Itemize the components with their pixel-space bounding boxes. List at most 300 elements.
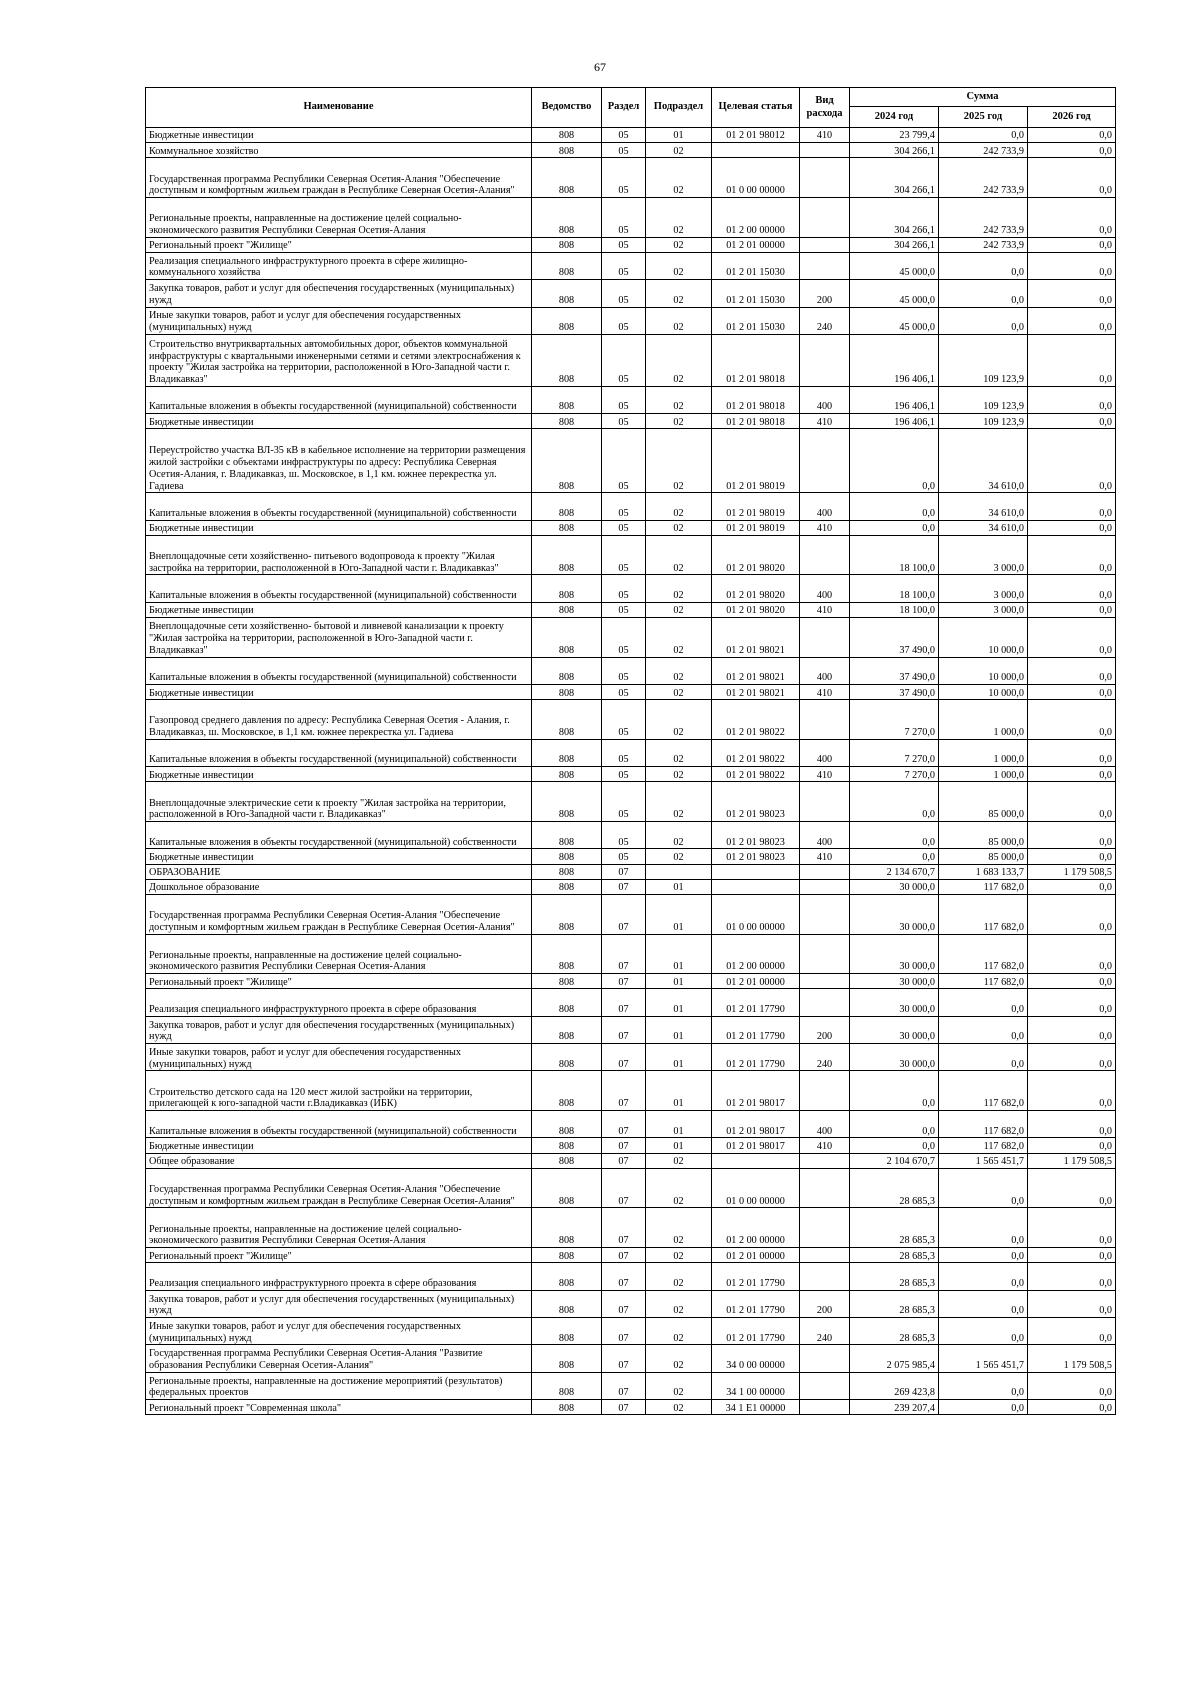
cell-sum-2026: 0,0 [1028, 1263, 1116, 1290]
table-row [146, 974, 1116, 989]
cell-sum-2025: 0,0 [939, 1372, 1028, 1399]
cell-subsection: 02 [646, 1318, 712, 1345]
cell-target-article: 01 0 00 00000 [712, 894, 800, 934]
cell-sum-2024: 0,0 [850, 1138, 939, 1153]
cell-subsection: 02 [646, 1290, 712, 1317]
cell-target-article: 01 2 01 98022 [712, 739, 800, 766]
cell-sum-2024: 304 266,1 [850, 158, 939, 198]
cell-name: Бюджетные инвестиции [146, 685, 532, 700]
cell-sum-2026: 1 179 508,5 [1028, 1153, 1116, 1168]
cell-department: 808 [532, 821, 602, 848]
cell-subsection: 02 [646, 143, 712, 158]
cell-sum-2025: 117 682,0 [939, 879, 1028, 894]
cell-sum-2025: 0,0 [939, 252, 1028, 279]
cell-subsection: 01 [646, 974, 712, 989]
cell-section: 05 [602, 386, 646, 413]
cell-expense-type [800, 143, 850, 158]
cell-section: 05 [602, 280, 646, 307]
cell-section: 07 [602, 989, 646, 1016]
cell-subsection: 02 [646, 520, 712, 535]
cell-sum-2025: 85 000,0 [939, 782, 1028, 822]
cell-expense-type [800, 1071, 850, 1111]
cell-subsection: 02 [646, 821, 712, 848]
cell-section: 05 [602, 252, 646, 279]
cell-subsection [646, 864, 712, 879]
cell-sum-2024: 37 490,0 [850, 685, 939, 700]
cell-section: 05 [602, 767, 646, 782]
cell-name: Государственная программа Республики Северная Осетия-Алания "Обеспечение доступным и комфортным жильем граждан в Республике Северная Осетия-Алания" [146, 158, 532, 198]
cell-expense-type: 400 [800, 739, 850, 766]
cell-sum-2025: 109 123,9 [939, 334, 1028, 386]
cell-expense-type: 200 [800, 1016, 850, 1043]
table-row [146, 307, 1116, 334]
cell-name: Капитальные вложения в объекты государственной (муниципальной) собственности [146, 657, 532, 684]
table-row [146, 989, 1116, 1016]
cell-subsection: 02 [646, 197, 712, 237]
cell-sum-2026: 0,0 [1028, 1208, 1116, 1248]
cell-subsection: 02 [646, 657, 712, 684]
cell-sum-2026: 0,0 [1028, 685, 1116, 700]
cell-sum-2024: 28 685,3 [850, 1318, 939, 1345]
cell-department: 808 [532, 1318, 602, 1345]
cell-name: Иные закупки товаров, работ и услуг для обеспечения государственных (муниципальных) нужд [146, 307, 532, 334]
cell-sum-2026: 0,0 [1028, 849, 1116, 864]
cell-target-article: 34 1 E1 00000 [712, 1400, 800, 1415]
cell-subsection: 01 [646, 879, 712, 894]
cell-target-article: 01 2 00 00000 [712, 197, 800, 237]
cell-section: 05 [602, 429, 646, 493]
table-row [146, 237, 1116, 252]
header-expense-type: Вид расхода [800, 88, 850, 128]
cell-sum-2024: 304 266,1 [850, 237, 939, 252]
cell-name: Иные закупки товаров, работ и услуг для обеспечения государственных (муниципальных) нужд [146, 1044, 532, 1071]
cell-target-article [712, 879, 800, 894]
cell-expense-type [800, 1345, 850, 1372]
cell-sum-2026: 0,0 [1028, 767, 1116, 782]
cell-department: 808 [532, 1138, 602, 1153]
cell-name: Региональный проект "Жилище" [146, 974, 532, 989]
cell-sum-2025: 34 610,0 [939, 493, 1028, 520]
cell-subsection: 02 [646, 493, 712, 520]
cell-sum-2024: 30 000,0 [850, 1016, 939, 1043]
cell-section: 07 [602, 1016, 646, 1043]
cell-sum-2025: 117 682,0 [939, 974, 1028, 989]
cell-name: Капитальные вложения в объекты государственной (муниципальной) собственности [146, 1111, 532, 1138]
cell-section: 05 [602, 849, 646, 864]
cell-sum-2025: 117 682,0 [939, 934, 1028, 974]
cell-target-article: 01 2 01 98017 [712, 1111, 800, 1138]
cell-section: 07 [602, 1168, 646, 1208]
cell-sum-2026: 0,0 [1028, 894, 1116, 934]
cell-subsection: 02 [646, 1345, 712, 1372]
cell-sum-2024: 2 134 670,7 [850, 864, 939, 879]
cell-department: 808 [532, 864, 602, 879]
cell-sum-2026: 0,0 [1028, 493, 1116, 520]
table-row [146, 767, 1116, 782]
cell-name: Бюджетные инвестиции [146, 414, 532, 429]
cell-department: 808 [532, 1044, 602, 1071]
cell-target-article: 34 1 00 00000 [712, 1372, 800, 1399]
cell-expense-type [800, 334, 850, 386]
cell-expense-type [800, 700, 850, 740]
cell-sum-2025: 85 000,0 [939, 849, 1028, 864]
cell-section: 07 [602, 1263, 646, 1290]
cell-section: 07 [602, 1372, 646, 1399]
cell-sum-2026: 0,0 [1028, 334, 1116, 386]
table-row [146, 782, 1116, 822]
cell-sum-2025: 242 733,9 [939, 158, 1028, 198]
cell-sum-2025: 0,0 [939, 1400, 1028, 1415]
cell-sum-2024: 28 685,3 [850, 1263, 939, 1290]
cell-expense-type [800, 197, 850, 237]
cell-name: Региональный проект "Жилище" [146, 237, 532, 252]
cell-expense-type: 200 [800, 1290, 850, 1317]
cell-sum-2026: 0,0 [1028, 197, 1116, 237]
table-row [146, 535, 1116, 575]
table-row [146, 1400, 1116, 1415]
cell-sum-2025: 3 000,0 [939, 602, 1028, 617]
cell-department: 808 [532, 1153, 602, 1168]
table-row [146, 1263, 1116, 1290]
cell-subsection: 02 [646, 685, 712, 700]
cell-department: 808 [532, 685, 602, 700]
cell-subsection: 02 [646, 782, 712, 822]
table-body [146, 128, 1116, 1415]
cell-subsection: 01 [646, 1071, 712, 1111]
cell-target-article: 01 2 00 00000 [712, 1208, 800, 1248]
cell-department: 808 [532, 493, 602, 520]
cell-subsection: 01 [646, 1111, 712, 1138]
cell-sum-2025: 0,0 [939, 128, 1028, 143]
cell-sum-2025: 0,0 [939, 1168, 1028, 1208]
table-row [146, 657, 1116, 684]
cell-department: 808 [532, 782, 602, 822]
cell-name: Закупка товаров, работ и услуг для обеспечения государственных (муниципальных) нужд [146, 280, 532, 307]
cell-expense-type: 400 [800, 821, 850, 848]
cell-section: 05 [602, 197, 646, 237]
cell-section: 07 [602, 1290, 646, 1317]
cell-sum-2026: 0,0 [1028, 280, 1116, 307]
cell-subsection: 01 [646, 894, 712, 934]
cell-name: Общее образование [146, 1153, 532, 1168]
table-row [146, 700, 1116, 740]
cell-sum-2024: 7 270,0 [850, 767, 939, 782]
cell-sum-2025: 10 000,0 [939, 618, 1028, 658]
cell-sum-2026: 0,0 [1028, 1044, 1116, 1071]
cell-target-article: 01 2 01 98021 [712, 657, 800, 684]
cell-name: Закупка товаров, работ и услуг для обеспечения государственных (муниципальных) нужд [146, 1016, 532, 1043]
cell-name: Капитальные вложения в объекты государственной (муниципальной) собственности [146, 386, 532, 413]
cell-department: 808 [532, 307, 602, 334]
cell-sum-2024: 0,0 [850, 493, 939, 520]
cell-sum-2025: 0,0 [939, 280, 1028, 307]
cell-sum-2026: 0,0 [1028, 1248, 1116, 1263]
cell-sum-2026: 1 179 508,5 [1028, 1345, 1116, 1372]
cell-sum-2025: 0,0 [939, 1208, 1028, 1248]
cell-name: Бюджетные инвестиции [146, 1138, 532, 1153]
table-row [146, 849, 1116, 864]
cell-section: 07 [602, 1318, 646, 1345]
cell-sum-2024: 304 266,1 [850, 143, 939, 158]
table-row [146, 1071, 1116, 1111]
cell-expense-type [800, 989, 850, 1016]
cell-target-article: 01 0 00 00000 [712, 1168, 800, 1208]
cell-expense-type [800, 1208, 850, 1248]
cell-sum-2025: 242 733,9 [939, 143, 1028, 158]
table-row [146, 414, 1116, 429]
cell-expense-type [800, 252, 850, 279]
cell-target-article: 01 2 01 98018 [712, 334, 800, 386]
cell-sum-2024: 0,0 [850, 821, 939, 848]
table-row [146, 894, 1116, 934]
cell-name: Внеплощадочные сети хозяйственно- бытовой и ливневой канализации к проекту "Жилая застройка на территории, расположенной в Юго-Западной части г. Владикавказ" [146, 618, 532, 658]
cell-subsection: 02 [646, 386, 712, 413]
cell-expense-type [800, 974, 850, 989]
cell-sum-2025: 0,0 [939, 1290, 1028, 1317]
cell-section: 07 [602, 1153, 646, 1168]
cell-target-article: 01 2 01 15030 [712, 280, 800, 307]
cell-sum-2024: 239 207,4 [850, 1400, 939, 1415]
cell-department: 808 [532, 657, 602, 684]
cell-sum-2024: 2 104 670,7 [850, 1153, 939, 1168]
cell-sum-2026: 0,0 [1028, 879, 1116, 894]
cell-name: Региональные проекты, направленные на достижение целей социально-экономического развития Республики Северная Осетия-Алания [146, 1208, 532, 1248]
table-row [146, 602, 1116, 617]
cell-sum-2026: 0,0 [1028, 1016, 1116, 1043]
cell-subsection: 02 [646, 280, 712, 307]
budget-table [145, 87, 1116, 1415]
cell-sum-2026: 0,0 [1028, 1111, 1116, 1138]
cell-sum-2026: 1 179 508,5 [1028, 864, 1116, 879]
cell-name: Внеплощадочные сети хозяйственно- питьевого водопровода к проекту "Жилая застройка на территории, расположенной в Юго-Западной части г. Владикавказ" [146, 535, 532, 575]
cell-expense-type: 410 [800, 128, 850, 143]
table-row [146, 386, 1116, 413]
cell-department: 808 [532, 849, 602, 864]
cell-name: Региональный проект "Жилище" [146, 1248, 532, 1263]
cell-name: Переустройство участка ВЛ-35 кВ в кабельное исполнение на территории размещения жилой застройки с объектами инфраструктуры по адресу: Республика Северная Осетия-Алания, г. Владикавказ, ш. Московское, в 1,1 км. южнее перекрестка ул. Гадиева [146, 429, 532, 493]
cell-sum-2026: 0,0 [1028, 602, 1116, 617]
cell-sum-2024: 30 000,0 [850, 879, 939, 894]
cell-sum-2024: 37 490,0 [850, 618, 939, 658]
table-header [146, 88, 1116, 128]
cell-section: 07 [602, 974, 646, 989]
cell-department: 808 [532, 1111, 602, 1138]
cell-expense-type [800, 1153, 850, 1168]
cell-subsection: 02 [646, 767, 712, 782]
cell-section: 07 [602, 1248, 646, 1263]
cell-expense-type [800, 618, 850, 658]
cell-sum-2026: 0,0 [1028, 974, 1116, 989]
cell-subsection: 02 [646, 252, 712, 279]
table-row [146, 1138, 1116, 1153]
cell-sum-2024: 269 423,8 [850, 1372, 939, 1399]
table-row [146, 429, 1116, 493]
table-row [146, 280, 1116, 307]
cell-sum-2026: 0,0 [1028, 618, 1116, 658]
table-row [146, 864, 1116, 879]
cell-name: Реализация специального инфраструктурного проекта в сфере образования [146, 1263, 532, 1290]
table-row [146, 197, 1116, 237]
cell-department: 808 [532, 1263, 602, 1290]
cell-expense-type: 410 [800, 767, 850, 782]
cell-subsection: 02 [646, 739, 712, 766]
cell-sum-2026: 0,0 [1028, 143, 1116, 158]
cell-subsection: 02 [646, 535, 712, 575]
cell-section: 05 [602, 158, 646, 198]
cell-sum-2026: 0,0 [1028, 252, 1116, 279]
cell-sum-2025: 0,0 [939, 1318, 1028, 1345]
cell-department: 808 [532, 386, 602, 413]
cell-department: 808 [532, 1016, 602, 1043]
cell-name: Газопровод среднего давления по адресу: Республика Северная Осетия - Алания, г. Владикавказ, ш. Московское, в 1,1 км. южнее перекрестка ул. Гадиева [146, 700, 532, 740]
cell-sum-2024: 18 100,0 [850, 535, 939, 575]
cell-name: Региональные проекты, направленные на достижение целей социально-экономического развития Республики Северная Осетия-Алания [146, 197, 532, 237]
cell-target-article: 01 2 01 17790 [712, 1044, 800, 1071]
cell-expense-type [800, 1400, 850, 1415]
cell-section: 07 [602, 879, 646, 894]
cell-section: 05 [602, 700, 646, 740]
cell-sum-2025: 0,0 [939, 989, 1028, 1016]
cell-sum-2026: 0,0 [1028, 1400, 1116, 1415]
cell-sum-2025: 1 683 133,7 [939, 864, 1028, 879]
cell-sum-2026: 0,0 [1028, 657, 1116, 684]
cell-expense-type [800, 429, 850, 493]
cell-sum-2025: 1 565 451,7 [939, 1153, 1028, 1168]
cell-subsection: 02 [646, 334, 712, 386]
cell-expense-type: 200 [800, 280, 850, 307]
cell-name: Государственная программа Республики Северная Осетия-Алания "Развитие образования Республики Северная Осетия-Алания" [146, 1345, 532, 1372]
cell-sum-2025: 109 123,9 [939, 414, 1028, 429]
page-number: 67 [594, 60, 606, 74]
cell-sum-2025: 1 565 451,7 [939, 1345, 1028, 1372]
cell-name: Капитальные вложения в объекты государственной (муниципальной) собственности [146, 493, 532, 520]
cell-sum-2025: 34 610,0 [939, 429, 1028, 493]
cell-sum-2026: 0,0 [1028, 575, 1116, 602]
cell-section: 07 [602, 894, 646, 934]
cell-sum-2025: 10 000,0 [939, 657, 1028, 684]
cell-sum-2025: 117 682,0 [939, 1111, 1028, 1138]
cell-subsection: 02 [646, 237, 712, 252]
cell-target-article: 01 2 01 98019 [712, 429, 800, 493]
cell-sum-2026: 0,0 [1028, 307, 1116, 334]
cell-expense-type [800, 934, 850, 974]
cell-department: 808 [532, 602, 602, 617]
cell-name: Бюджетные инвестиции [146, 520, 532, 535]
cell-department: 808 [532, 575, 602, 602]
cell-name: Государственная программа Республики Северная Осетия-Алания "Обеспечение доступным и комфортным жильем граждан в Республике Северная Осетия-Алания" [146, 894, 532, 934]
cell-sum-2025: 1 000,0 [939, 700, 1028, 740]
cell-sum-2026: 0,0 [1028, 821, 1116, 848]
cell-subsection: 02 [646, 602, 712, 617]
cell-target-article: 01 2 01 98019 [712, 520, 800, 535]
cell-target-article [712, 143, 800, 158]
cell-target-article: 01 2 01 17790 [712, 1318, 800, 1345]
table-row [146, 1016, 1116, 1043]
cell-sum-2026: 0,0 [1028, 520, 1116, 535]
cell-sum-2025: 1 000,0 [939, 767, 1028, 782]
table-row [146, 252, 1116, 279]
cell-department: 808 [532, 700, 602, 740]
table-row [146, 520, 1116, 535]
cell-subsection: 01 [646, 1016, 712, 1043]
cell-section: 07 [602, 1071, 646, 1111]
table-row [146, 1372, 1116, 1399]
cell-subsection: 02 [646, 849, 712, 864]
cell-section: 05 [602, 535, 646, 575]
cell-sum-2024: 0,0 [850, 1111, 939, 1138]
cell-target-article: 01 2 00 00000 [712, 934, 800, 974]
cell-section: 07 [602, 1044, 646, 1071]
cell-subsection: 02 [646, 1372, 712, 1399]
cell-name: Иные закупки товаров, работ и услуг для обеспечения государственных (муниципальных) нужд [146, 1318, 532, 1345]
cell-target-article: 01 2 01 98020 [712, 602, 800, 617]
cell-sum-2025: 34 610,0 [939, 520, 1028, 535]
cell-name: Бюджетные инвестиции [146, 767, 532, 782]
cell-sum-2024: 37 490,0 [850, 657, 939, 684]
cell-subsection: 02 [646, 1400, 712, 1415]
table-row [146, 1345, 1116, 1372]
cell-section: 05 [602, 821, 646, 848]
cell-target-article: 01 2 01 98021 [712, 618, 800, 658]
cell-name: Региональные проекты, направленные на достижение целей социально-экономического развития Республики Северная Осетия-Алания [146, 934, 532, 974]
table-row [146, 821, 1116, 848]
cell-target-article: 01 2 01 15030 [712, 252, 800, 279]
table-row [146, 1208, 1116, 1248]
cell-department: 808 [532, 1290, 602, 1317]
cell-department: 808 [532, 767, 602, 782]
cell-subsection: 01 [646, 989, 712, 1016]
cell-sum-2024: 0,0 [850, 520, 939, 535]
cell-sum-2024: 196 406,1 [850, 334, 939, 386]
cell-department: 808 [532, 252, 602, 279]
cell-expense-type [800, 535, 850, 575]
table-row [146, 1153, 1116, 1168]
cell-target-article: 01 2 01 98020 [712, 575, 800, 602]
cell-sum-2025: 3 000,0 [939, 575, 1028, 602]
cell-department: 808 [532, 1071, 602, 1111]
cell-department: 808 [532, 1208, 602, 1248]
cell-name: Коммунальное хозяйство [146, 143, 532, 158]
cell-sum-2024: 0,0 [850, 1071, 939, 1111]
cell-department: 808 [532, 739, 602, 766]
table-row [146, 1248, 1116, 1263]
cell-sum-2024: 45 000,0 [850, 307, 939, 334]
cell-sum-2025: 0,0 [939, 1263, 1028, 1290]
cell-sum-2024: 28 685,3 [850, 1168, 939, 1208]
cell-section: 07 [602, 1208, 646, 1248]
cell-sum-2025: 242 733,9 [939, 237, 1028, 252]
cell-target-article: 01 2 01 98023 [712, 782, 800, 822]
cell-target-article: 01 2 01 98022 [712, 700, 800, 740]
cell-department: 808 [532, 618, 602, 658]
cell-name: Закупка товаров, работ и услуг для обеспечения государственных (муниципальных) нужд [146, 1290, 532, 1317]
cell-name: Капитальные вложения в объекты государственной (муниципальной) собственности [146, 821, 532, 848]
table-row [146, 1111, 1116, 1138]
cell-section: 05 [602, 575, 646, 602]
cell-section: 07 [602, 1138, 646, 1153]
cell-sum-2024: 45 000,0 [850, 252, 939, 279]
cell-sum-2025: 117 682,0 [939, 1071, 1028, 1111]
cell-name: Региональный проект "Современная школа" [146, 1400, 532, 1415]
cell-subsection: 02 [646, 1248, 712, 1263]
cell-section: 05 [602, 739, 646, 766]
cell-sum-2024: 45 000,0 [850, 280, 939, 307]
cell-expense-type: 400 [800, 1111, 850, 1138]
cell-sum-2026: 0,0 [1028, 386, 1116, 413]
cell-section: 05 [602, 493, 646, 520]
cell-expense-type: 410 [800, 414, 850, 429]
cell-sum-2025: 117 682,0 [939, 1138, 1028, 1153]
